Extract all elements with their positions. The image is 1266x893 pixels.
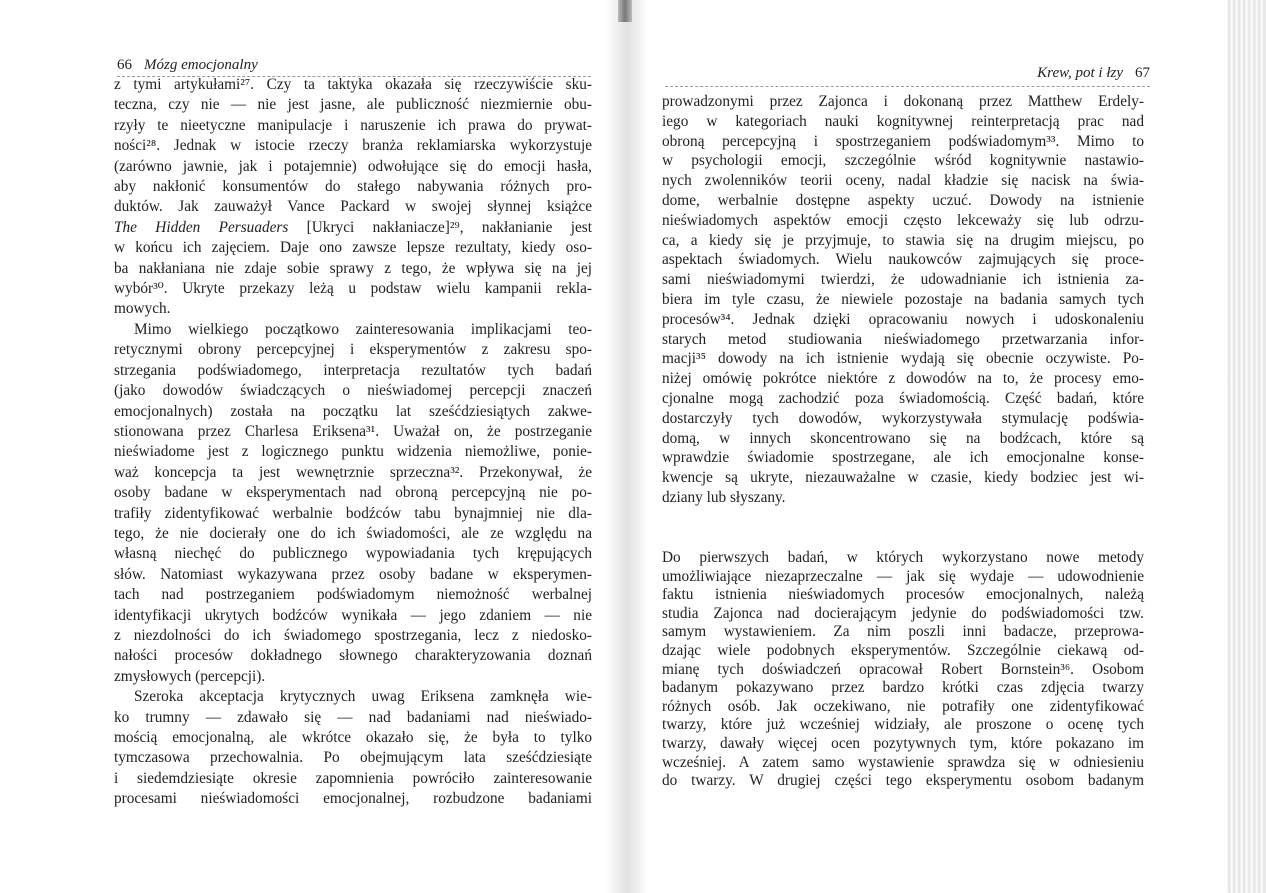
right-page-number: 67 bbox=[1135, 65, 1150, 81]
text-line: mianę tych doświadczeń opracował Robert Bornstein³⁶. Osobom bbox=[662, 660, 1144, 678]
text-line: nieświadome jest z logicznego punktu widzenia niemożliwe, ponie- bbox=[114, 443, 592, 461]
text-line: emocjonalnych) została na początku lat sześćdziesiątych zakwe- bbox=[114, 402, 592, 420]
text-line: różnych osób. Jak oczekiwano, nie potrafiły one zidentyfikować bbox=[662, 697, 1144, 715]
text-line: osoby badane w eksperymentach nad obroną percepcyjną nie po- bbox=[114, 484, 592, 502]
text-line: Do pierwszych badań, w których wykorzystano nowe metody bbox=[662, 549, 1144, 566]
text-line: umożliwiające niezaprzeczalne — jak się wydaje — udowodnienie bbox=[662, 567, 1144, 585]
text-line: dziany lub słyszany. bbox=[662, 488, 786, 506]
right-page-body-top bbox=[662, 92, 1144, 508]
text-line: Szeroka akceptacja krytycznych uwag Eriksena zamknęła wie- bbox=[134, 688, 592, 706]
text-line: do twarzy. W drugiej części tego eksperymentu osobom badanym bbox=[662, 772, 1144, 790]
right-running-header bbox=[980, 64, 1150, 82]
text-line: duktów. Jak zauważył Vance Packard w swojej słynnej książce bbox=[114, 198, 592, 216]
text-line: samym wystawieniem. Za nim poszli inni badacze, przeprowa- bbox=[662, 623, 1144, 641]
text-line: mowych. bbox=[114, 300, 171, 318]
text-line: własną niechęć do publicznego wypowiadania tych krępujących bbox=[114, 545, 592, 563]
text-line: niżej omówię pokrótce niektóre z dowodów na to, że procesy emo- bbox=[662, 370, 1144, 388]
text-line: wcześniej. A zatem samo wystawienie sprawdza się w odniesieniu bbox=[662, 753, 1144, 771]
paragraph bbox=[114, 687, 592, 809]
text-line: z niezdolności do ich świadomego spostrzegania, lecz z niedosko- bbox=[114, 626, 592, 644]
text-line: ca, a kiedy się je przyjmuje, to stawia się na drugim miejscu, po bbox=[662, 231, 1144, 249]
text-line: aby nakłonić konsumentów do stałego nabywania różnych pro- bbox=[114, 178, 592, 196]
text-line: Mimo wielkiego początkowo zainteresowania implikacjami teo- bbox=[134, 320, 592, 338]
text-line: biera im tyle czasu, że niewiele pozostaje na badania samych tych bbox=[662, 290, 1144, 308]
text-line: dostarczyły tych dowodów, wykorzystywała stymulację podświa- bbox=[662, 409, 1144, 427]
text-line: procesami nieświadomości emocjonalnej, rozbudzone badaniami bbox=[114, 790, 592, 808]
text-line: tymczasowa przechowalnia. Po obejmującym lata sześćdziesiąte bbox=[114, 749, 592, 767]
text-line: trafiły zidentyfikować werbalnie bodźców tabu bynajmniej nie dla- bbox=[114, 504, 592, 522]
paragraph bbox=[114, 320, 592, 687]
text-line: ko trumny — zdawało się — nad badaniami nad nieświado- bbox=[114, 708, 592, 726]
paragraph bbox=[662, 92, 1144, 508]
left-page-number: 66 bbox=[117, 57, 132, 73]
right-page-body-bottom bbox=[662, 549, 1144, 791]
text-line: starych metod studiowania nieświadomego przetwarzania infor- bbox=[662, 330, 1144, 348]
text-line: zmysłowych (percepcji). bbox=[114, 667, 266, 685]
text-line: stionowana przez Charlesa Eriksena³¹. Uważał on, że postrzeganie bbox=[114, 422, 592, 440]
text-line: dome, werbalnie dostępne aspekty uczuć. Dowody na istnienie bbox=[662, 191, 1144, 209]
left-page-body bbox=[114, 75, 592, 810]
binding-shadow bbox=[618, 0, 632, 22]
text-line: nieświadomych aspektów emocji często lekceważy się lub odrzu- bbox=[662, 211, 1144, 229]
text-line: słów. Natomiast wykazywana przez osoby badane w eksperymen- bbox=[114, 565, 592, 583]
page-edge bbox=[1226, 0, 1266, 893]
text-line: badanym pokazywano przez bardzo krótki czas zdjęcia twarzy bbox=[662, 679, 1144, 697]
text-line: i siedemdziesiąte okresie zapomnienia powróciło zainteresowanie bbox=[114, 769, 592, 787]
text-line: domą, w innych skoncentrowano się na bodźcach, które są bbox=[662, 429, 1144, 447]
text-segment: [Ukryci nakłaniacze]²⁹, nakłanianie jest bbox=[288, 218, 592, 236]
right-header-rule bbox=[665, 86, 1150, 87]
text-line: identyfikacji ukrytych bodźców wynikała — jego zdaniem — nie bbox=[114, 606, 592, 624]
text-line: twarzy, dawały więcej ocen pozytywnych tym, które pokazano im bbox=[662, 734, 1144, 752]
text-line: studia Zajonca nad docierającym jedynie do podświadomości tzw. bbox=[662, 604, 1144, 622]
text-line: dzając wiele podobnych eksperymentów. Szczególnie ciekawą od- bbox=[662, 641, 1144, 659]
text-line: rzyły te nieetyczne manipulacje i naruszenie ich prawa do prywat- bbox=[114, 116, 592, 134]
text-line: kwencje są ukryte, niezauważalne w czasie, kiedy bodziec jest wi- bbox=[662, 469, 1144, 487]
text-line: cjonalne mogą zachodzić poza świadomością. Część badań, które bbox=[662, 389, 1144, 407]
paragraph bbox=[114, 75, 592, 320]
text-line: ba nakłaniana nie zdaje sobie sprawy z tego, że wpływa się na jej bbox=[114, 259, 592, 277]
text-line: procesów³⁴. Jednak dzięki opracowaniu nowych i udoskonaleniu bbox=[662, 310, 1144, 328]
text-line: w psychologii emocji, szczególnie wśród kognitywnie nastawio- bbox=[662, 152, 1144, 170]
text-line: tego, że nie docierały one do ich świadomości, ale ze względu na bbox=[114, 524, 592, 542]
paragraph bbox=[662, 549, 1144, 791]
text-line: mością emocjonalną, ale wkrótce okazało się, że była to tylko bbox=[114, 729, 592, 746]
text-line: tach nad postrzeganiem podświadomym niemożność werbalnej bbox=[114, 586, 592, 604]
left-running-header bbox=[117, 56, 258, 74]
book-title-italic: The Hidden Persuaders bbox=[114, 218, 289, 236]
text-line: (jako dowodów świadczących o nieświadomej percepcji znaczeń bbox=[114, 382, 592, 400]
text-line: ności²⁸. Jednak w istocie rzeczy branża reklamiarska wykorzystuje bbox=[114, 137, 592, 155]
text-line: w końcu ich zajęciem. Daje ono zawsze lepsze rezultaty, kiedy oso- bbox=[114, 239, 592, 257]
text-line: aspektach świadomych. Wielu naukowców zajmujących się proce- bbox=[662, 251, 1144, 269]
text-line: obroną percepcyjną i spostrzeganiem podświadomym³³. Mimo to bbox=[662, 132, 1144, 150]
text-line bbox=[114, 218, 592, 238]
text-line: faktu istnienia nieświadomych procesów emocjonalnych, należą bbox=[662, 586, 1144, 604]
text-line: waż koncepcja ta jest wewnętrznie sprzeczna³². Przekonywał, że bbox=[114, 463, 592, 481]
text-line: teczna, czy nie — nie jest jasne, ale publiczność niezmiernie obu- bbox=[114, 96, 592, 114]
text-line: sami nieświadomymi twierdzi, że udowadnianie ich istnienia za- bbox=[662, 271, 1144, 289]
text-line: z tymi artykułami²⁷. Czy ta taktyka okazała się rzeczywiście sku- bbox=[114, 76, 592, 93]
text-line: nałości procesów dokładnego słownego charakteryzowania doznań bbox=[114, 647, 592, 665]
text-line: prowadzonymi przez Zajonca i dokonaną przez Matthew Erdely- bbox=[662, 93, 1144, 110]
right-running-title: Krew, pot i łzy bbox=[1037, 65, 1123, 81]
text-line: iego w kategoriach nauki kognitywnej reinterpretacją prac nad bbox=[662, 112, 1144, 130]
text-line: retycznymi obrony percepcyjnej i eksperymentów z zakresu spo- bbox=[114, 341, 592, 359]
text-line: wprawdzie świadomie spostrzegane, ale ich emocjonalne konse- bbox=[662, 449, 1144, 467]
text-line: wybór³⁰. Ukryte przekazy leżą u podstaw wielu kampanii rekla- bbox=[114, 280, 592, 298]
left-running-title: Mózg emocjonalny bbox=[144, 57, 258, 73]
text-line: twarzy, które już wcześniej widziały, ale proszone o ocenę tych bbox=[662, 716, 1144, 734]
text-line: strzegania podświadomego, interpretacja rezultatów tych badań bbox=[114, 361, 592, 379]
book-gutter bbox=[606, 0, 648, 893]
text-line: nych zwolenników teorii oceny, nadal kładzie się nacisk na świa- bbox=[662, 172, 1144, 190]
text-line: (zarówno jawnie, jak i potajemnie) odwołujące się do emocji hasła, bbox=[114, 157, 592, 175]
text-line: macji³⁵ dowody na ich istnienie wydają się obecnie oczywiste. Po- bbox=[662, 350, 1144, 368]
